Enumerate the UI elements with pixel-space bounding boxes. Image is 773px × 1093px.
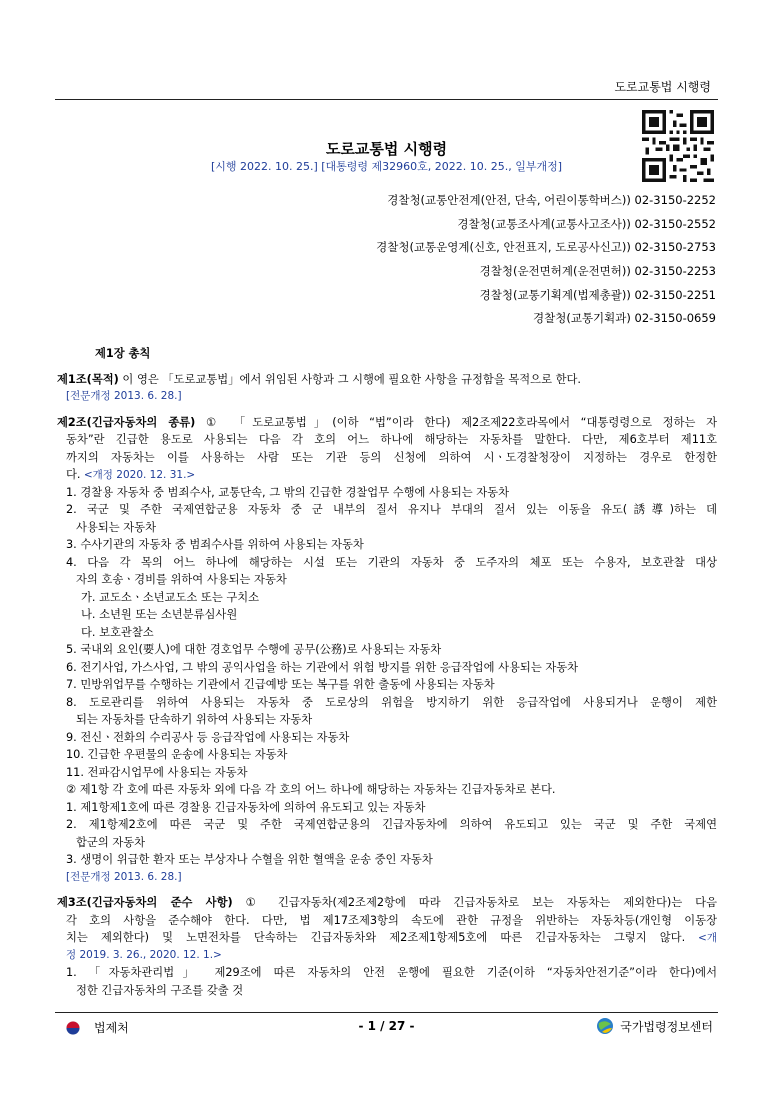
list-item: 가. 교도소ㆍ소년교도소 또는 구치소 (81, 590, 260, 604)
article-text: 치는 제외한다) 및 노면전차를 단속하는 긴급자동차와 제2조제1항제5호에 따른 긴급자동차는 그렇지 않다. (66, 931, 686, 944)
list-item: 나. 소년원 또는 소년분류심사원 (81, 608, 238, 621)
list-item: 4. 다음 각 목의 어느 하나에 해당하는 시설 또는 기관의 자동차 중 도주자의 체포 또는 수용자, 보호관찰 대상 (66, 555, 717, 569)
law-title: 도로교통법 시행령 (325, 140, 448, 158)
list-item: 5. 국내외 요인(要人)에 대한 경호업무 수행에 공무(公務)로 사용되는 자동차 (66, 643, 442, 656)
list-item: 정한 긴급자동차의 구조를 갖출 것 (76, 983, 244, 997)
contact-list (376, 192, 716, 334)
contact-line: 경찰청(교통안전계(안전, 단속, 어린이통학버스)) 02-3150-2252 (387, 193, 716, 207)
footer-center-name: 국가법령정보센터 (620, 1019, 713, 1034)
contact-line: 경찰청(교통조사계(교통사고조사)) 02-3150-2552 (457, 216, 716, 231)
list-item: 8. 도로관리를 위하여 사용되는 자동차 중 도로상의 위험을 방지하기 위한 응급작업에 사용되거나 운행이 제한 (66, 695, 717, 709)
list-item: 다. 보호관찰소 (81, 625, 154, 639)
article-2-line (57, 466, 717, 484)
article-2-line (57, 414, 717, 432)
list-item: 3. 생명이 위급한 환자 또는 부상자나 수혈을 위한 혈액을 운송 중인 자동차 (66, 853, 433, 866)
article-3-line (57, 894, 717, 912)
article-text: ① 긴급자동차(제2조제2항에 따라 긴급자동차로 보는 자동차는 제외한다)는 다음 (232, 896, 717, 909)
list-item: 2. 제1항제2호에 따른 국군 및 주한 국제연합군용의 긴급자동차에 의하여 유도되고 있는 국군 및 주한 국제연 (66, 818, 717, 831)
article-heading: 제2조(긴급자동차의 종류) (57, 415, 196, 429)
article-3-line (57, 929, 717, 947)
article-heading: 제3조(긴급자동차의 준수 사항) (57, 896, 233, 909)
chapter-heading: 제1장 총칙 (95, 347, 151, 360)
amendment-note: [전문개정 2013. 6. 28.] (66, 390, 182, 402)
amendment-note: 정 2019. 3. 26., 2020. 12. 1.> (66, 948, 222, 961)
contact-line: 경찰청(교통기획계(법제총괄)) 02-3150-2251 (479, 287, 716, 302)
header-divider (55, 99, 718, 100)
footer-right (596, 1017, 713, 1035)
list-item: 10. 긴급한 우편물의 운송에 사용되는 자동차 (66, 748, 288, 761)
amendment-note: <개정 2020. 12. 31.> (80, 469, 196, 481)
list-item: 사용되는 자동차 (76, 520, 156, 534)
list-item: 2. 국군 및 주한 국제연합군용 자동차 중 군 내부의 질서 유지나 부대의 질서 있는 이동을 유도(誘導)하는 데 (66, 503, 717, 516)
article-text: 이 영은 「도로교통법」에서 위임된 사항과 그 시행에 필요한 사항을 규정함을 목적으로 한다. (118, 372, 581, 386)
list-item: 1. 경찰용 자동차 중 범죄수사, 교통단속, 그 밖의 긴급한 경찰업무 수행에 사용되는 자동차 (66, 485, 510, 499)
running-title: 도로교통법 시행령 (614, 80, 711, 94)
article-text: ① 「도로교통법」(이하 “법”이라 한다) 제2조제22호라목에서 “대통령령으로 정하는 자 (195, 415, 717, 429)
list-item: 되는 자동차를 단속하기 위하여 사용되는 자동차 (76, 713, 313, 726)
list-item: 3. 수사기관의 자동차 중 범죄수사를 위하여 사용되는 자동차 (66, 538, 364, 551)
list-item: ② 제1항 각 호에 따른 자동차 외에 다음 각 호의 어느 하나에 해당하는 자동차는 긴급자동차로 본다. (66, 783, 556, 796)
footer-publisher: 법제처 (94, 1021, 129, 1035)
page-number: - 1 / 27 - (358, 1019, 415, 1033)
law-subtitle: [시행 2022. 10. 25.] [대통령령 제32960호, 2022. 10. 25., 일부개정] (210, 160, 563, 173)
article-heading: 제1조(목적) (57, 372, 119, 386)
article-text: 다. (66, 468, 81, 481)
list-item: 11. 전파감시업무에 사용되는 자동차 (66, 765, 248, 779)
list-item: 7. 민방위업무를 수행하는 기관에서 긴급예방 또는 복구를 위한 출동에 사용되는 자동차 (66, 678, 495, 691)
list-item: 합군의 자동차 (76, 835, 146, 849)
contact-line: 경찰청(교통운영계(신호, 안전표지, 도로공사신고)) 02-3150-2753 (376, 240, 716, 255)
list-item: 자의 호송ㆍ경비를 위하여 사용되는 자동차 (76, 573, 287, 586)
contact-line: 경찰청(교통기획과) 02-3150-0659 (533, 311, 716, 326)
article-text: 각 호의 사항을 준수해야 한다. 다만, 법 제17조제3항의 속도에 관한 규정을 위반하는 자동차등(개인형 이동장 (66, 913, 717, 927)
article-1 (57, 371, 717, 389)
list-item: 9. 전신ㆍ전화의 수리공사 등 응급작업에 사용되는 자동차 (66, 730, 350, 744)
article-text: 동차”란 긴급한 용도로 사용되는 다음 각 호의 어느 하나에 해당하는 자동차를 말한다. 다만, 제6호부터 제11호 (66, 433, 717, 446)
contact-line: 경찰청(운전면허계(운전면허)) 02-3150-2253 (479, 264, 716, 279)
list-item: 1. 「자동차관리법」 제29조에 따른 자동차의 안전 운행에 필요한 기준(이하 “자동차안전기준”이라 한다)에서 (66, 966, 717, 979)
law-body (57, 345, 717, 999)
amendment-note: [전문개정 2013. 6. 28.] (66, 870, 182, 883)
footer-divider (55, 1012, 718, 1013)
list-item: 1. 제1항제1호에 따른 경찰용 긴급자동차에 의하여 유도되고 있는 자동차 (66, 800, 426, 814)
amendment-note: <개 (685, 932, 717, 944)
list-item: 6. 전기사업, 가스사업, 그 밖의 공익사업을 하는 기관에서 위험 방지를 위한 응급작업에 사용되는 자동차 (66, 660, 579, 674)
globe-logo-icon (596, 1017, 614, 1035)
article-text: 까지의 자동차는 이를 사용하는 사람 또는 기관 등의 신청에 의하여 시ㆍ도경찰청장이 지정하는 경우로 한정한 (66, 450, 717, 464)
